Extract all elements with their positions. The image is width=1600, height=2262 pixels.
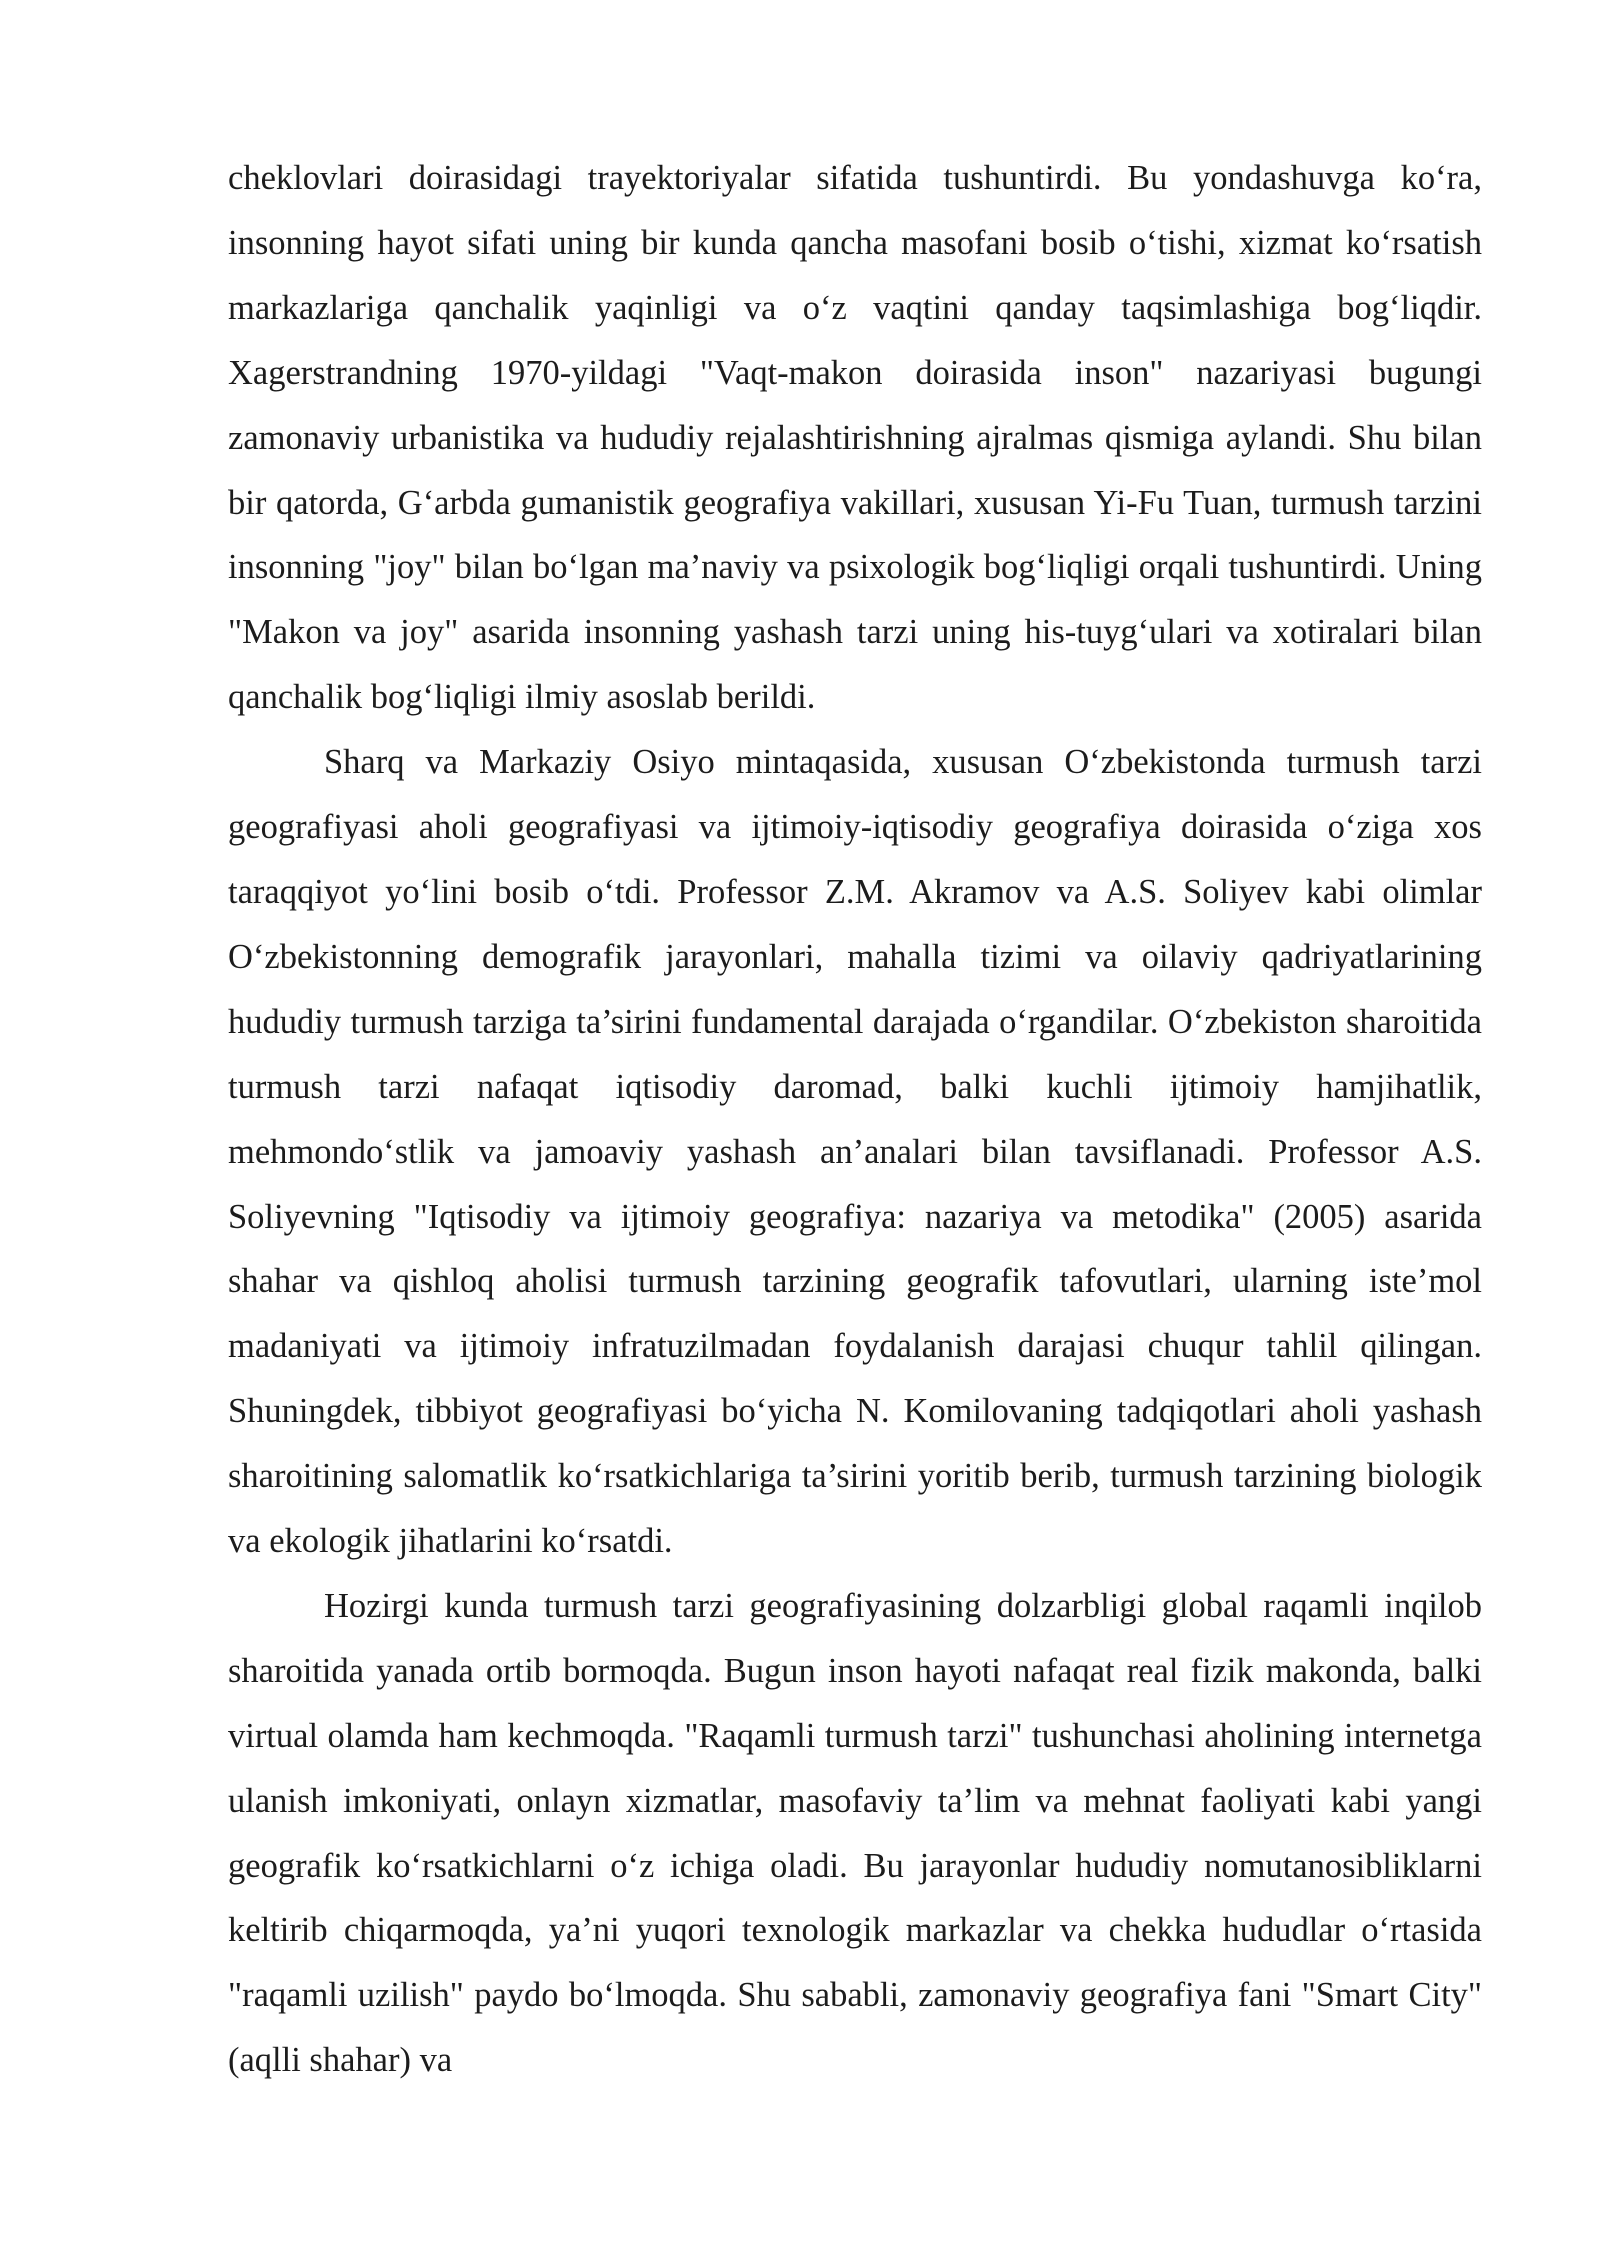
paragraph-1: cheklovlari doirasidagi trayektoriyalar sifatida tushuntirdi. Bu yondashuvga ko‘ra, insonning hayot sifati uning bir kunda qancha masofani bosib o‘tishi, xizmat ko‘rsatish markazlariga qanchalik yaqinligi va o‘z vaqtini qanday taqsimlashiga bog‘liqdir. Xagerstrandning 1970-yildagi "Vaqt-makon doirasida inson" nazariyasi bugungi zamonaviy urbanistika va hududiy rejalashtirishning ajralmas qismiga aylandi. Shu bilan bir qatorda, G‘arbda gumanistik geografiya vakillari, xususan Yi-Fu Tuan, turmush tarzini insonning "joy" bilan bo‘lgan ma’naviy va psixologik bog‘liqligi orqali tushuntirdi. Uning "Makon va joy" asarida insonning yashash tarzi uning his-tuyg‘ulari va xotiralari bilan qanchalik bog‘liqligi ilmiy asoslab berildi. xyxy=(228,159,1482,717)
paragraph-2: Sharq va Markaziy Osiyo mintaqasida, xususan O‘zbekistonda turmush tarzi geografiyasi aholi geografiyasi va ijtimoiy-iqtisodiy geografiya doirasida o‘ziga xos taraqqiyot yo‘lini bosib o‘tdi. Professor Z.M. Akramov va A.S. Soliyev kabi olimlar O‘zbekistonning demografik jarayonlari, mahalla tizimi va oilaviy qadriyatlarining hududiy turmush tarziga ta’sirini fundamental darajada o‘rgandilar. O‘zbekiston sharoitida turmush tarzi nafaqat iqtisodiy daromad, balki kuchli ijtimoiy hamjihatlik, mehmondo‘stlik va jamoaviy yashash an’analari bilan tavsiflanadi. Professor A.S. Soliyevning "Iqtisodiy va ijtimoiy geografiya: nazariya va metodika" (2005) asarida shahar va qishloq aholisi turmush tarzining geografik tafovutlari, ularning iste’mol madaniyati va ijtimoiy infratuzilmadan foydalanish darajasi chuqur tahlil qilingan. Shuningdek, tibbiyot geografiyasi bo‘yicha N. Komilovaning tadqiqotlari aholi yashash sharoitining salomatlik ko‘rsatkichlariga ta’sirini yoritib berib, turmush tarzining biologik va ekologik jihatlarini ko‘rsatdi. xyxy=(228,743,1482,1561)
document-body xyxy=(228,146,1482,2093)
paragraph-3: Hozirgi kunda turmush tarzi geografiyasining dolzarbligi global raqamli inqilob sharoitida yanada ortib bormoqda. Bugun inson hayoti nafaqat real fizik makonda, balki virtual olamda ham kechmoqda. "Raqamli turmush tarzi" tushunchasi aholining internetga ulanish imkoniyati, onlayn xizmatlar, masofaviy ta’lim va mehnat faoliyati kabi yangi geografik ko‘rsatkichlarni o‘z ichiga oladi. Bu jarayonlar hududiy nomutanosibliklarni keltirib chiqarmoqda, ya’ni yuqori texnologik markazlar va chekka hududlar o‘rtasida "raqamli uzilish" paydo bo‘lmoqda. Shu sababli, zamonaviy geografiya fani "Smart City" (aqlli shahar) va xyxy=(228,1586,1482,2080)
